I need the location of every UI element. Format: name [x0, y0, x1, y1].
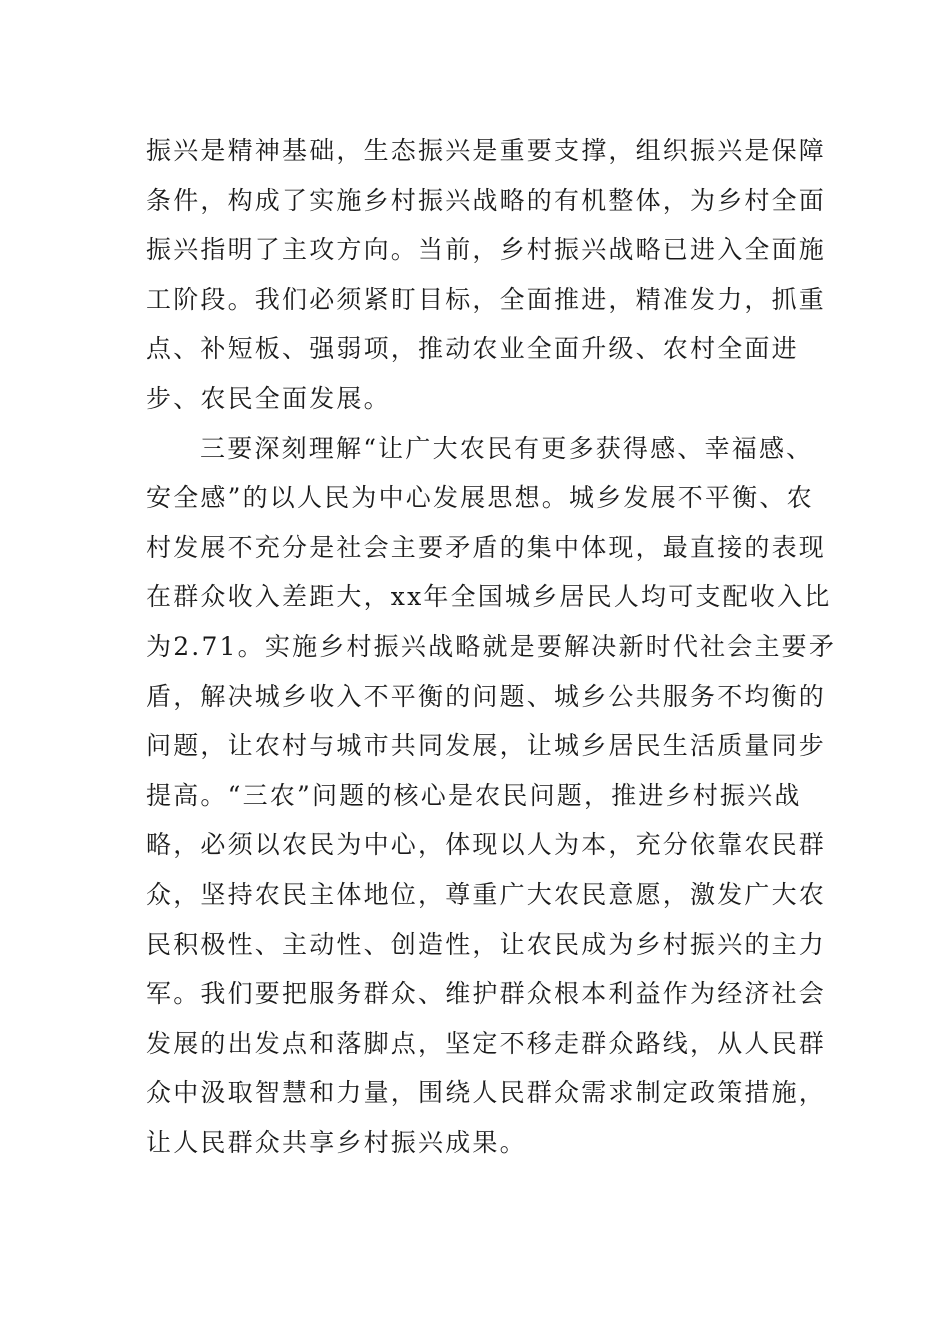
paragraph-line: 步、农民全面发展。: [146, 383, 391, 413]
paragraph-line: 略，必须以农民为中心，体现以人为本，充分依靠农民群: [146, 830, 827, 860]
paragraph-line: 条件，构成了实施乡村振兴战略的有机整体，为乡村全面: [146, 185, 827, 215]
paragraph-line: 振兴指明了主攻方向。当前，乡村振兴战略已进入全面施: [146, 235, 827, 265]
paragraph-line: 振兴是精神基础，生态振兴是重要支撑，组织振兴是保障: [146, 136, 827, 165]
paragraph-line: 点、补短板、强弱项，推动农业全面升级、农村全面进: [146, 334, 799, 364]
paragraph-line: 军。我们要把服务群众、维护群众根本利益作为经济社会: [146, 979, 827, 1009]
paragraph-line: 工阶段。我们必须紧盯目标，全面推进，精准发力，抓重: [146, 284, 827, 314]
paragraph-line: 三要深刻理解“让广大农民有更多获得感、幸福感、: [200, 433, 814, 463]
paragraph-line: 在群众收入差距大，xx年全国城乡居民人均可支配收入比: [146, 582, 832, 612]
paragraph-line: 民积极性、主动性、创造性，让农民成为乡村振兴的主力: [146, 929, 827, 959]
paragraph-line: 让人民群众共享乡村振兴成果。: [146, 1127, 527, 1157]
paragraph-line: 提高。“三农”问题的核心是农民问题，推进乡村振兴战: [146, 780, 802, 810]
paragraph-line: 村发展不充分是社会主要矛盾的集中体现，最直接的表现: [146, 532, 827, 562]
paragraph-1: [146, 126, 827, 424]
paragraph-2: [146, 424, 837, 1168]
paragraph-line: 众，坚持农民主体地位，尊重广大农民意愿，激发广大农: [146, 879, 827, 909]
paragraph-line: 盾，解决城乡收入不平衡的问题、城乡公共服务不均衡的: [146, 681, 827, 711]
paragraph-line: 为2.71。实施乡村振兴战略就是要解决新时代社会主要矛: [146, 631, 837, 661]
document-body: [146, 126, 837, 1167]
paragraph-line: 发展的出发点和落脚点，坚定不移走群众路线，从人民群: [146, 1028, 827, 1058]
paragraph-line: 安全感”的以人民为中心发展思想。城乡发展不平衡、农: [146, 483, 814, 513]
paragraph-line: 众中汲取智慧和力量，围绕人民群众需求制定政策措施，: [146, 1078, 827, 1108]
paragraph-line: 问题，让农村与城市共同发展，让城乡居民生活质量同步: [146, 731, 827, 761]
